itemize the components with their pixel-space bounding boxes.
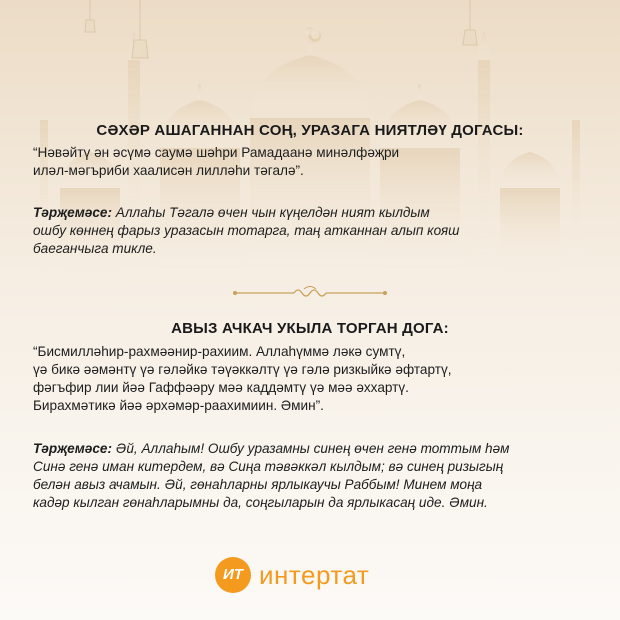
prayer-line: фәгъфир лии йәә Гаффәәру мәә каддәмтү үә мәә әххартү. (33, 380, 409, 395)
logo-wordmark: интертат (259, 560, 370, 590)
translation-label: Тәрҗемәсе: (33, 441, 113, 456)
prayer-line: иләл-мәгъриби хаалисән лилләһи тәгалә”. (33, 163, 304, 178)
translation-line: ошбу көннең фарыз уразасын тотарга, таң атканнан алып кояш (33, 223, 460, 238)
section1-translation (33, 204, 593, 258)
translation-line: кадәр кылган гөнаһларымны да, соңгыларын да ярлыкасаң иде. Әмин. (33, 495, 488, 510)
translation-line: баеганчыга тикле. (33, 241, 157, 256)
section2-translation (33, 440, 593, 512)
translation-label: Тәрҗемәсе: (33, 205, 113, 220)
translation-line: Әй, Аллаһым! Ошбу уразамны синең өчен генә тоттым һәм (112, 441, 510, 456)
section2-prayer-text (33, 343, 593, 415)
section1-title: СӘХӘР АШАГАННАН СОҢ, УРАЗАГА НИЯТЛӘҮ ДОГАСЫ: (96, 122, 524, 139)
translation-line: белән авыз ачамын. Әй, гөнаһларны ярлыкаучы Раббым! Минем моңа (33, 477, 483, 492)
prayer-line: “Бисмилләһир-рахмәәнир-рахиим. Аллаһүммә ләкә сумтү, (33, 344, 406, 359)
translation-line: Аллаһы Тәгалә өчен чын күңелдән ният кылдым (112, 205, 430, 220)
translation-line: Синә генә иман китердем, вә Сиңа тәвәккәл кылдым; вә синең ризыгың (33, 459, 504, 474)
prayer-line: үә бикә әәмәнтү үә гәләйкә тәүәккәлтү үә гәлә ризкыйкә әфтартү, (33, 362, 452, 377)
section1-prayer-text (33, 144, 593, 180)
prayer-line: “Нәвәйтү ән әсүмә саумә шәһри Рамадаанә минәлфәҗри (33, 145, 400, 160)
logo-mark: ИТ (215, 557, 251, 593)
prayer-line: Бирахмәтикә йәә әрхәмәр-раахимиин. Әмин”. (33, 398, 324, 413)
intertat-logo (215, 557, 415, 593)
ornament-divider (232, 285, 388, 301)
section2-title: АВЫЗ АЧКАЧ УКЫЛА ТОРГАН ДОГА: (171, 320, 449, 337)
